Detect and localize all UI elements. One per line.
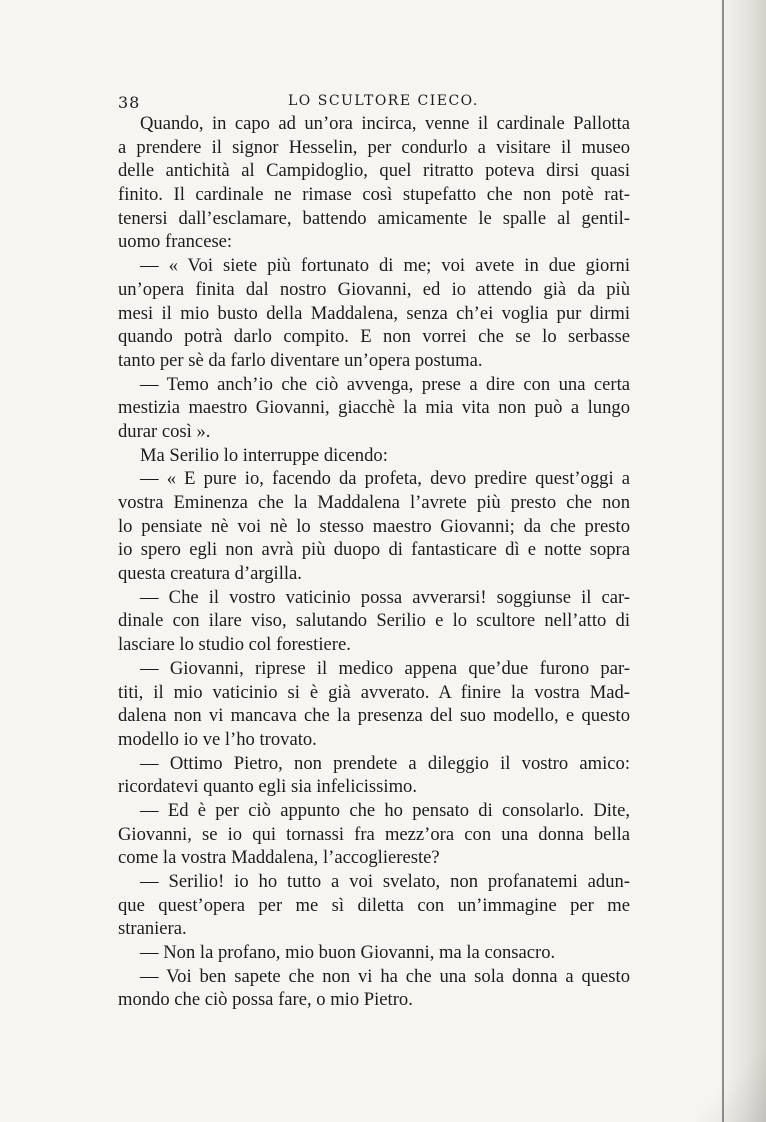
text-line: questa creatura d’argilla. [118,563,302,585]
text-line: — Ed è per ciò appunto che ho pensato di consolarlo. Dite, [140,799,630,821]
text-line: mondo che ciò possa fare, o mio Pietro. [118,989,413,1011]
text-line: lo pensiate nè voi nè lo stesso maestro Giovanni; da che presto [118,515,630,537]
text-line: dalena non vi mancava che la presenza del suo modello, e questo [118,705,630,727]
text-line: — Serilio! io ho tutto a voi svelato, non profanatemi adun- [140,871,630,892]
text-line: a prendere il signor Hesselin, per condurlo a visitare il museo [118,136,630,158]
page-number: 38 [118,93,141,112]
text-line: tenersi dall’esclamare, battendo amicamente le spalle al gentil- [118,207,630,229]
text-line: — Voi ben sapete che non vi ha che una sola donna a questo [140,965,630,987]
binding-edge-line [722,0,724,1122]
text-line: — Temo anch’io che ciò avvenga, prese a dire con una certa [140,373,630,395]
text-line: dinale con ilare viso, salutando Serilio e lo scultore nell’atto di [118,610,630,632]
text-line: Ma Serilio lo interruppe dicendo: [140,444,388,466]
page-edge-shadow [718,0,766,1122]
text-line: ricordatevi quanto egli sia infelicissimo. [118,776,417,798]
text-line: — « Voi siete più fortunato di me; voi avete in due giorni [140,255,630,277]
text-line: — Giovanni, riprese il medico appena que’due furono par- [140,657,630,679]
text-line: Giovanni, se io qui tornassi fra mezz’ora con una donna bella [118,823,630,845]
text-line: delle antichità al Campidoglio, quel ritratto poteva dirsi quasi [118,160,630,182]
page-header [118,93,628,113]
text-line: modello io ve l’ho trovato. [118,728,317,750]
page-corner-fold [696,1032,766,1122]
text-line: que quest’opera per me sì diletta con un’immagine per me [118,894,630,916]
text-line: mesi il mio busto della Maddalena, senza ch’ei voglia pur dirmi [118,302,630,324]
text-line: tanto per sè da farlo diventare un’opera postuma. [118,349,483,371]
text-line: mestizia maestro Giovanni, giacchè la mia vita non può a lungo [118,397,630,419]
text-line: uomo francese: [118,231,233,253]
text-line: come la vostra Maddalena, l’accogliereste? [118,847,440,869]
text-line: vostra Eminenza che la Maddalena l’avrete più presto che non [118,492,630,513]
body-text [118,112,630,1012]
text-line: — Che il vostro vaticinio possa avverarsi! soggiunse il car- [140,586,630,608]
text-line: Quando, in capo ad un’ora incirca, venne il cardinale Pallotta [140,113,630,134]
text-line: durar così ». [118,420,211,442]
text-line: quando potrà darlo compito. E non vorrei che se lo serbasse [118,326,630,348]
running-title: LO SCULTORE CIECO. [288,93,479,109]
text-line: — Ottimo Pietro, non prendete a dileggio il vostro amico: [140,752,630,774]
text-line: straniera. [118,918,187,940]
text-line: titi, il mio vaticinio si è già avverato. A finire la vostra Mad- [118,681,630,703]
text-line: lasciare lo studio col forestiere. [118,634,351,656]
text-line: un’opera finita dal nostro Giovanni, ed io attendo già da più [118,278,630,300]
text-line: io spero egli non avrà più duopo di fantasticare dì e notte sopra [118,539,630,561]
text-line: finito. Il cardinale ne rimase così stupefatto che non potè rat- [118,184,630,206]
text-line: — « E pure io, facendo da profeta, devo predire quest’oggi a [140,468,630,490]
text-line: — Non la profano, mio buon Giovanni, ma la consacro. [140,942,556,964]
